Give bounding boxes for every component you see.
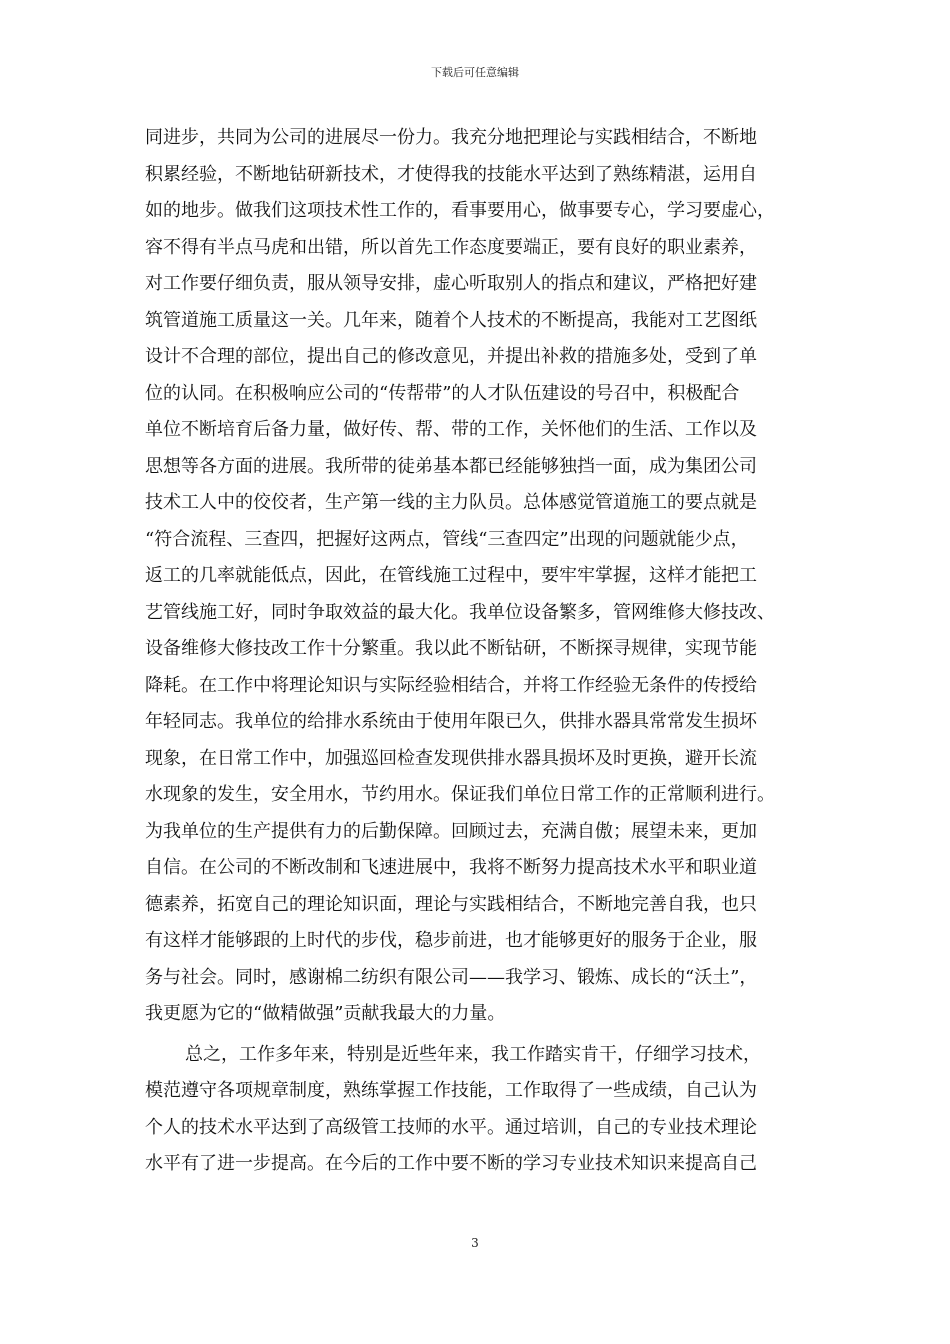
text-line: 现象，在日常工作中，加强巡回检查发现供排水器具损坏及时更换，避开长流 — [145, 747, 757, 769]
text-line: 水平有了进一步提高。在今后的工作中要不断的学习专业技术知识来提高自己 — [145, 1153, 757, 1174]
text-line: 技术工人中的佼佼者，生产第一线的主力队员。总体感觉管道施工的要点就是 — [145, 492, 757, 513]
text-line: 容不得有半点马虎和出错，所以首先工作态度要端正，要有良好的职业素养， — [145, 236, 757, 258]
text-line: 单位不断培育后备力量，做好传、帮、带的工作，关怀他们的生活、工作以及 — [145, 419, 757, 440]
paragraph — [145, 120, 805, 1033]
text-line: 对工作要仔细负责，服从领导安排，虚心听取别人的指点和建议，严格把好建 — [145, 273, 757, 294]
text-line: 有这样才能够跟的上时代的步伐，稳步前进，也才能够更好的服务于企业，服 — [145, 930, 757, 951]
text-line: 个人的技术水平达到了高级管工技师的水平。通过培训，自己的专业技术理论 — [145, 1116, 757, 1138]
paragraph — [145, 1037, 805, 1183]
text-line: 务与社会。同时，感谢棉二纺织有限公司——我学习、锻炼、成长的“沃土”， — [145, 966, 758, 988]
text-line: 水现象的发生，安全用水，节约用水。保证我们单位日常工作的正常顺利进行。 — [145, 784, 775, 805]
text-line: 设计不合理的部位，提出自己的修改意见，并提出补救的措施多处，受到了单 — [145, 346, 757, 367]
document-body — [145, 120, 805, 1183]
text-line: 降耗。在工作中将理论知识与实际经验相结合，并将工作经验无条件的传授给 — [145, 674, 757, 696]
text-line: 年轻同志。我单位的给排水系统由于使用年限已久，供排水器具常常发生损坏 — [145, 711, 757, 732]
text-line: 返工的几率就能低点，因此，在管线施工过程中，要牢牢掌握，这样才能把工 — [145, 565, 757, 586]
text-line: 积累经验，不断地钻研新技术，才使得我的技能水平达到了熟练精湛，运用自 — [145, 163, 757, 185]
text-line: 如的地步。做我们这项技术性工作的，看事要用心，做事要专心，学习要虚心， — [145, 200, 775, 221]
text-line: 总之，工作多年来，特别是近些年来，我工作踏实肯干，仔细学习技术， — [185, 1043, 761, 1065]
text-line: 我更愿为它的“做精做强”贡献我最大的力量。 — [145, 1003, 506, 1024]
text-line: 位的认同。在积极响应公司的“传帮带”的人才队伍建设的号召中，积极配合 — [145, 382, 740, 404]
text-line: “符合流程、三查四，把握好这两点，管线“三查四定”出现的问题就能少点， — [145, 528, 749, 550]
text-line: 同进步，共同为公司的进展尽一份力。我充分地把理论与实践相结合，不断地 — [145, 127, 757, 148]
text-line: 自信。在公司的不断改制和飞速进展中，我将不断努力提高技术水平和职业道 — [145, 857, 757, 878]
text-line: 为我单位的生产提供有力的后勤保障。回顾过去，充满自傲；展望未来，更加 — [145, 820, 757, 842]
text-line: 设备维修大修技改工作十分繁重。我以此不断钻研，不断探寻规律，实现节能 — [145, 638, 757, 659]
page-number: 3 — [471, 1236, 479, 1250]
text-line: 思想等各方面的进展。我所带的徒弟基本都已经能够独挡一面，成为集团公司 — [145, 455, 757, 477]
text-line: 模范遵守各项规章制度，熟练掌握工作技能，工作取得了一些成绩，自己认为 — [145, 1080, 757, 1101]
text-line: 德素养，拓宽自己的理论知识面，理论与实践相结合，不断地完善自我，也只 — [145, 893, 757, 915]
text-line: 筑管道施工质量这一关。几年来，随着个人技术的不断提高，我能对工艺图纸 — [145, 309, 757, 331]
text-line: 艺管线施工好，同时争取效益的最大化。我单位设备繁多，管网维修大修技改、 — [145, 601, 775, 623]
page-header: 下载后可任意编辑 — [431, 66, 519, 79]
